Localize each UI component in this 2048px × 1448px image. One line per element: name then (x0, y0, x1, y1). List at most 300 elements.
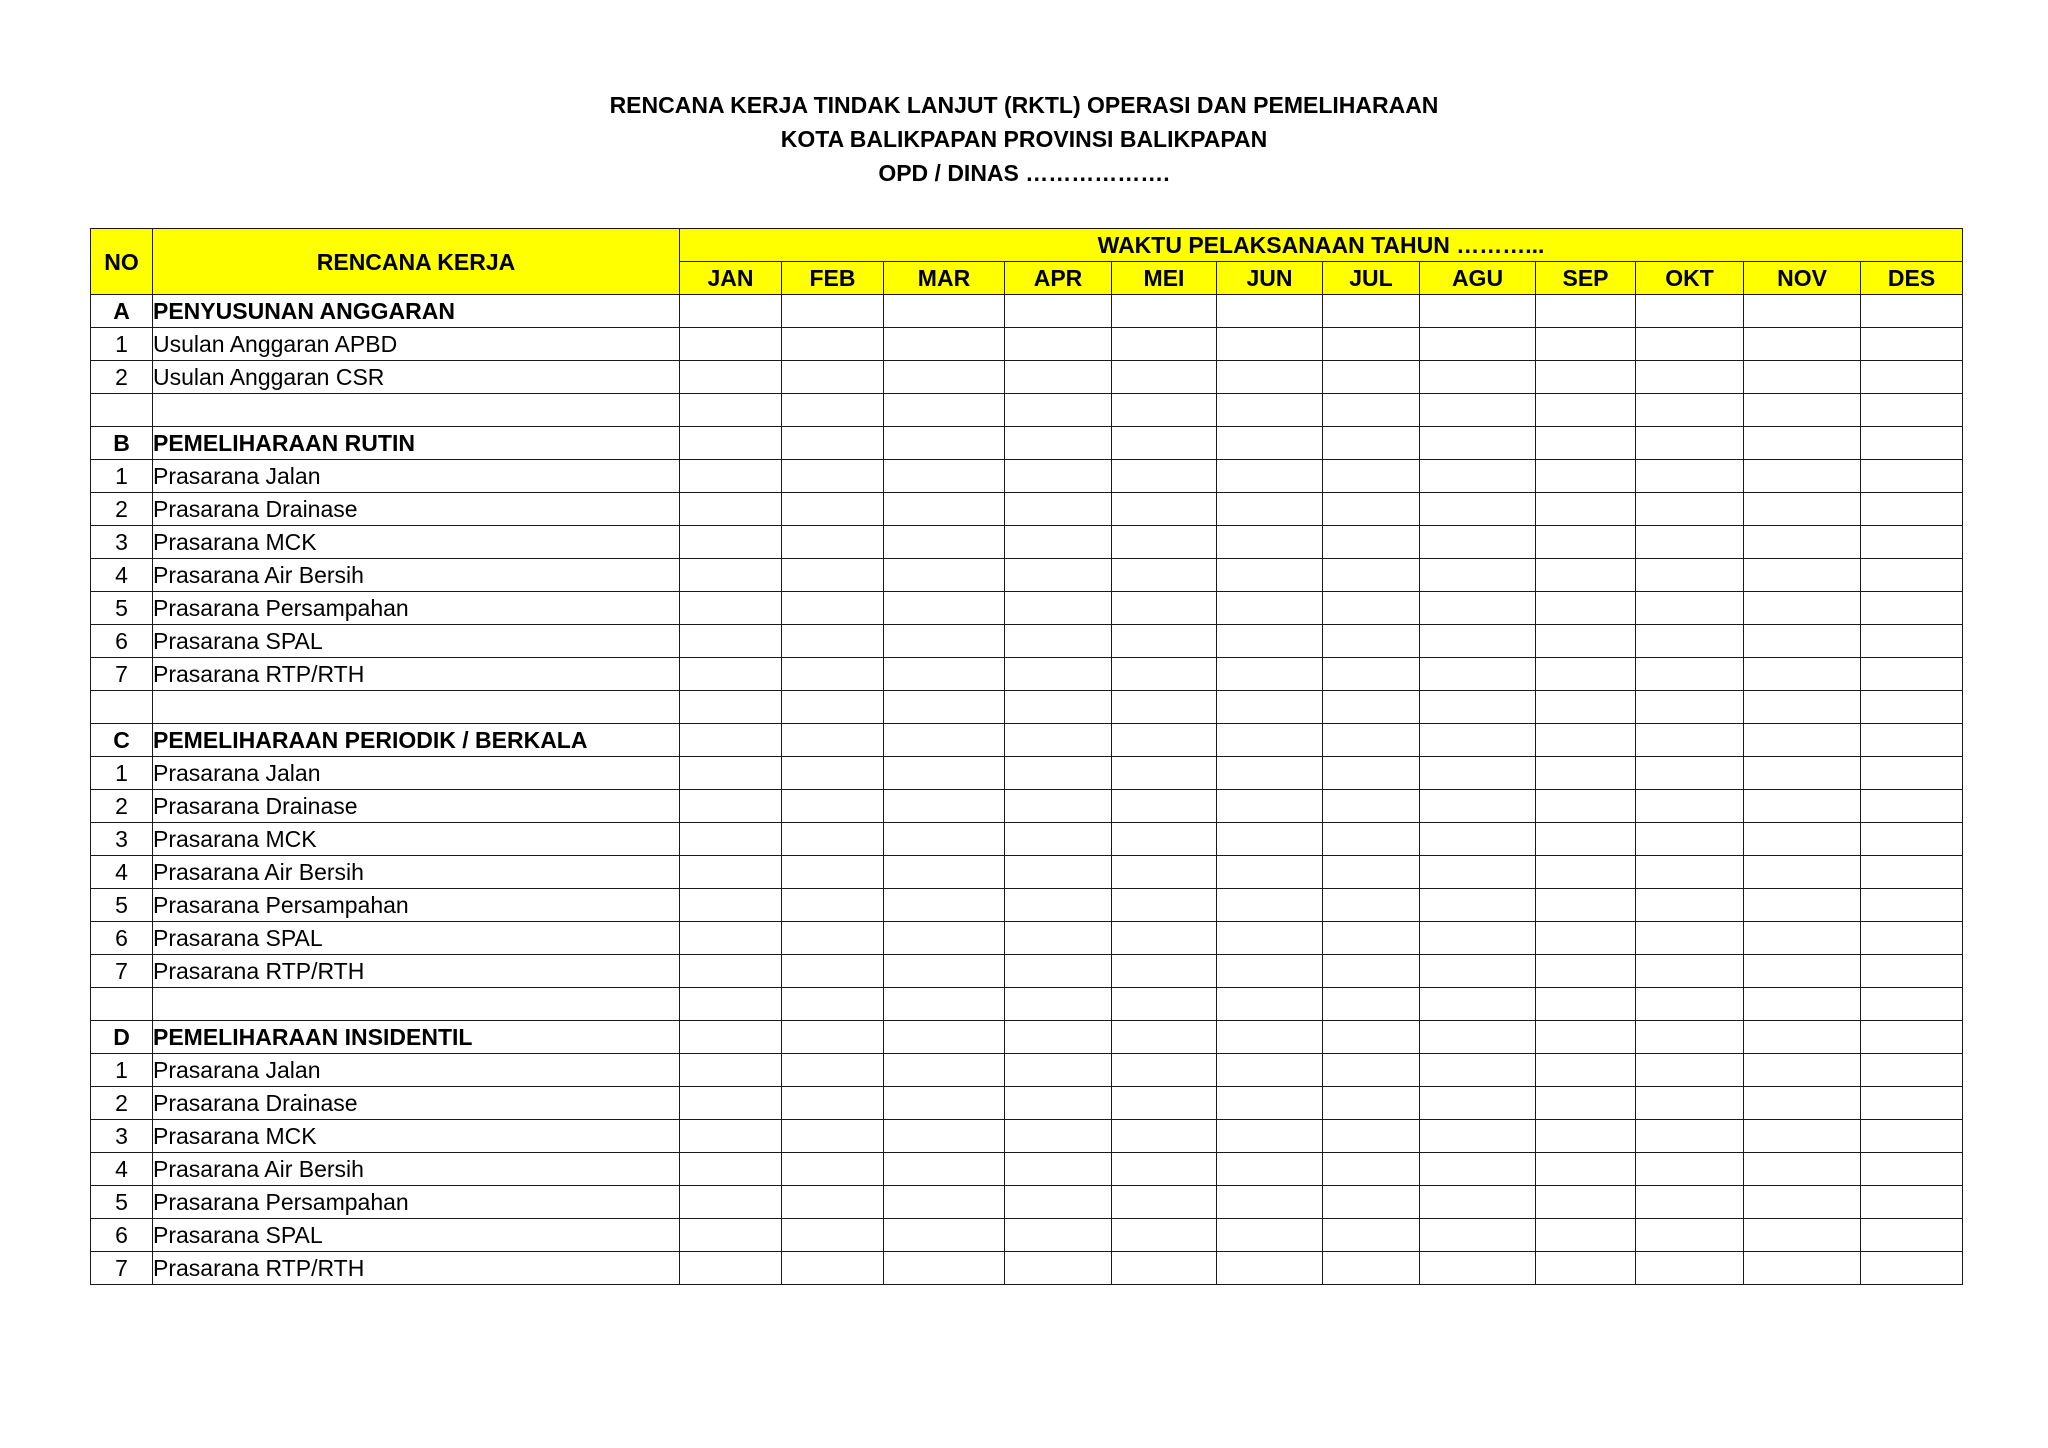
schedule-cell-mei (1112, 592, 1217, 625)
schedule-cell-sep (1536, 295, 1636, 328)
schedule-cell-mei (1112, 1120, 1217, 1153)
schedule-cell-jun (1217, 658, 1323, 691)
schedule-cell-jun (1217, 1021, 1323, 1054)
schedule-cell-jan (680, 592, 782, 625)
schedule-cell-des (1861, 427, 1963, 460)
schedule-cell-nov (1744, 922, 1861, 955)
schedule-cell-nov (1744, 427, 1861, 460)
table-row (91, 658, 1963, 691)
schedule-cell-mei (1112, 526, 1217, 559)
schedule-cell-apr (1005, 1054, 1112, 1087)
section-title-cell: PEMELIHARAAN INSIDENTIL (153, 1021, 680, 1054)
schedule-cell-jan (680, 427, 782, 460)
schedule-cell-agu (1420, 1219, 1536, 1252)
schedule-cell-mei (1112, 460, 1217, 493)
schedule-cell-jun (1217, 691, 1323, 724)
schedule-cell-jun (1217, 295, 1323, 328)
schedule-cell-nov (1744, 1219, 1861, 1252)
schedule-cell-okt (1636, 724, 1744, 757)
schedule-cell-jan (680, 460, 782, 493)
work-item-cell (153, 691, 680, 724)
schedule-cell-okt (1636, 1054, 1744, 1087)
schedule-cell-jul (1323, 757, 1420, 790)
schedule-cell-jul (1323, 1186, 1420, 1219)
schedule-cell-mar (884, 625, 1005, 658)
schedule-cell-jan (680, 790, 782, 823)
schedule-cell-nov (1744, 361, 1861, 394)
schedule-cell-jul (1323, 1021, 1420, 1054)
schedule-cell-apr (1005, 427, 1112, 460)
schedule-cell-jan (680, 1186, 782, 1219)
schedule-cell-sep (1536, 526, 1636, 559)
schedule-cell-agu (1420, 691, 1536, 724)
schedule-cell-mar (884, 295, 1005, 328)
header-month-feb: FEB (782, 262, 884, 295)
header-month-agu: AGU (1420, 262, 1536, 295)
schedule-cell-mar (884, 856, 1005, 889)
schedule-cell-jan (680, 856, 782, 889)
schedule-cell-mei (1112, 889, 1217, 922)
schedule-cell-des (1861, 526, 1963, 559)
work-item-cell: Prasarana Jalan (153, 460, 680, 493)
schedule-cell-jul (1323, 427, 1420, 460)
table-row (91, 559, 1963, 592)
schedule-cell-jan (680, 625, 782, 658)
schedule-cell-nov (1744, 691, 1861, 724)
schedule-cell-sep (1536, 592, 1636, 625)
work-item-cell: Prasarana Air Bersih (153, 856, 680, 889)
schedule-cell-okt (1636, 427, 1744, 460)
schedule-cell-jun (1217, 757, 1323, 790)
schedule-cell-jul (1323, 856, 1420, 889)
schedule-cell-mar (884, 988, 1005, 1021)
header-month-jan: JAN (680, 262, 782, 295)
schedule-cell-jul (1323, 361, 1420, 394)
schedule-cell-jul (1323, 394, 1420, 427)
table-row (91, 1219, 1963, 1252)
schedule-cell-okt (1636, 691, 1744, 724)
schedule-cell-jan (680, 922, 782, 955)
schedule-cell-jan (680, 955, 782, 988)
schedule-cell-mar (884, 658, 1005, 691)
schedule-cell-apr (1005, 658, 1112, 691)
schedule-cell-nov (1744, 955, 1861, 988)
schedule-cell-okt (1636, 493, 1744, 526)
schedule-cell-mar (884, 1054, 1005, 1087)
schedule-cell-okt (1636, 922, 1744, 955)
work-item-cell: Prasarana RTP/RTH (153, 955, 680, 988)
work-item-cell: Usulan Anggaran APBD (153, 328, 680, 361)
schedule-cell-apr (1005, 724, 1112, 757)
row-number-cell: 1 (91, 1054, 153, 1087)
row-number-cell: 4 (91, 559, 153, 592)
work-item-cell (153, 988, 680, 1021)
schedule-cell-apr (1005, 361, 1112, 394)
schedule-cell-nov (1744, 1054, 1861, 1087)
schedule-cell-okt (1636, 1021, 1744, 1054)
schedule-cell-feb (782, 394, 884, 427)
blank-row (91, 394, 1963, 427)
schedule-cell-des (1861, 691, 1963, 724)
schedule-cell-nov (1744, 625, 1861, 658)
schedule-cell-jun (1217, 823, 1323, 856)
work-item-cell: Prasarana SPAL (153, 625, 680, 658)
schedule-cell-mei (1112, 427, 1217, 460)
row-number-cell (91, 988, 153, 1021)
schedule-cell-apr (1005, 460, 1112, 493)
schedule-cell-feb (782, 724, 884, 757)
schedule-cell-apr (1005, 493, 1112, 526)
document-subtitle-agency: OPD / DINAS ………………. (878, 160, 1170, 186)
schedule-cell-jan (680, 691, 782, 724)
schedule-cell-jun (1217, 1153, 1323, 1186)
schedule-cell-sep (1536, 394, 1636, 427)
schedule-cell-jun (1217, 526, 1323, 559)
schedule-cell-okt (1636, 790, 1744, 823)
schedule-cell-okt (1636, 460, 1744, 493)
schedule-cell-des (1861, 394, 1963, 427)
schedule-cell-des (1861, 625, 1963, 658)
schedule-cell-agu (1420, 757, 1536, 790)
schedule-cell-des (1861, 1252, 1963, 1285)
schedule-cell-sep (1536, 493, 1636, 526)
schedule-cell-apr (1005, 1087, 1112, 1120)
schedule-cell-agu (1420, 559, 1536, 592)
schedule-cell-jul (1323, 922, 1420, 955)
schedule-cell-jul (1323, 724, 1420, 757)
schedule-cell-mar (884, 592, 1005, 625)
header-month-mei: MEI (1112, 262, 1217, 295)
work-item-cell: Prasarana RTP/RTH (153, 658, 680, 691)
table-row (91, 823, 1963, 856)
section-row (91, 295, 1963, 328)
header-row-top (91, 229, 1963, 262)
schedule-cell-agu (1420, 1186, 1536, 1219)
row-number-cell: 5 (91, 592, 153, 625)
row-number-cell: 2 (91, 790, 153, 823)
schedule-cell-des (1861, 757, 1963, 790)
schedule-cell-okt (1636, 1120, 1744, 1153)
schedule-cell-mar (884, 1186, 1005, 1219)
schedule-cell-apr (1005, 295, 1112, 328)
schedule-cell-mar (884, 1021, 1005, 1054)
schedule-cell-jul (1323, 625, 1420, 658)
schedule-cell-feb (782, 889, 884, 922)
schedule-cell-sep (1536, 1153, 1636, 1186)
schedule-cell-sep (1536, 427, 1636, 460)
schedule-cell-mar (884, 955, 1005, 988)
schedule-cell-sep (1536, 889, 1636, 922)
table-row (91, 361, 1963, 394)
work-item-cell (153, 394, 680, 427)
schedule-cell-jan (680, 1021, 782, 1054)
schedule-cell-des (1861, 1186, 1963, 1219)
schedule-cell-apr (1005, 592, 1112, 625)
schedule-cell-jan (680, 493, 782, 526)
schedule-cell-sep (1536, 1186, 1636, 1219)
schedule-cell-des (1861, 1120, 1963, 1153)
schedule-cell-nov (1744, 493, 1861, 526)
work-item-cell: Prasarana SPAL (153, 1219, 680, 1252)
schedule-cell-jun (1217, 724, 1323, 757)
schedule-cell-feb (782, 427, 884, 460)
schedule-cell-okt (1636, 988, 1744, 1021)
schedule-cell-des (1861, 658, 1963, 691)
schedule-cell-jul (1323, 328, 1420, 361)
schedule-cell-jul (1323, 526, 1420, 559)
schedule-cell-des (1861, 1219, 1963, 1252)
schedule-cell-mar (884, 889, 1005, 922)
schedule-cell-jan (680, 1120, 782, 1153)
header-month-jun: JUN (1217, 262, 1323, 295)
schedule-cell-jul (1323, 691, 1420, 724)
schedule-cell-sep (1536, 328, 1636, 361)
table-row (91, 856, 1963, 889)
schedule-cell-feb (782, 1186, 884, 1219)
schedule-cell-nov (1744, 559, 1861, 592)
schedule-cell-mei (1112, 361, 1217, 394)
work-item-cell: Usulan Anggaran CSR (153, 361, 680, 394)
work-item-cell: Prasarana Air Bersih (153, 1153, 680, 1186)
schedule-cell-jul (1323, 889, 1420, 922)
schedule-cell-feb (782, 856, 884, 889)
schedule-cell-apr (1005, 328, 1112, 361)
row-number-cell: 3 (91, 1120, 153, 1153)
header-no: NO (91, 229, 153, 295)
schedule-cell-feb (782, 1087, 884, 1120)
schedule-cell-mei (1112, 988, 1217, 1021)
schedule-cell-agu (1420, 295, 1536, 328)
row-number-cell: 6 (91, 922, 153, 955)
schedule-cell-agu (1420, 856, 1536, 889)
schedule-cell-des (1861, 460, 1963, 493)
schedule-cell-sep (1536, 1120, 1636, 1153)
work-item-cell: Prasarana Drainase (153, 790, 680, 823)
schedule-cell-des (1861, 559, 1963, 592)
schedule-cell-jan (680, 1153, 782, 1186)
schedule-cell-mar (884, 1219, 1005, 1252)
schedule-cell-mar (884, 823, 1005, 856)
row-number-cell: 2 (91, 1087, 153, 1120)
schedule-cell-feb (782, 361, 884, 394)
row-number-cell: 4 (91, 856, 153, 889)
work-item-cell: Prasarana Persampahan (153, 592, 680, 625)
table-row (91, 625, 1963, 658)
schedule-cell-jan (680, 658, 782, 691)
row-number-cell: 6 (91, 1219, 153, 1252)
schedule-cell-sep (1536, 1054, 1636, 1087)
schedule-cell-mar (884, 790, 1005, 823)
schedule-cell-jun (1217, 1054, 1323, 1087)
schedule-cell-agu (1420, 790, 1536, 823)
schedule-cell-agu (1420, 724, 1536, 757)
schedule-cell-nov (1744, 1021, 1861, 1054)
schedule-cell-feb (782, 691, 884, 724)
schedule-cell-agu (1420, 1120, 1536, 1153)
schedule-cell-apr (1005, 1219, 1112, 1252)
schedule-cell-feb (782, 559, 884, 592)
schedule-cell-jun (1217, 1087, 1323, 1120)
schedule-cell-mei (1112, 691, 1217, 724)
schedule-cell-mar (884, 922, 1005, 955)
schedule-cell-mar (884, 427, 1005, 460)
schedule-cell-mei (1112, 1153, 1217, 1186)
blank-row (91, 988, 1963, 1021)
schedule-cell-agu (1420, 394, 1536, 427)
schedule-cell-nov (1744, 1087, 1861, 1120)
row-number-cell: 7 (91, 955, 153, 988)
schedule-cell-jan (680, 757, 782, 790)
schedule-cell-jan (680, 988, 782, 1021)
schedule-cell-jul (1323, 460, 1420, 493)
schedule-cell-okt (1636, 1087, 1744, 1120)
schedule-cell-nov (1744, 1120, 1861, 1153)
schedule-cell-sep (1536, 1252, 1636, 1285)
schedule-cell-agu (1420, 493, 1536, 526)
section-title-cell: PEMELIHARAAN RUTIN (153, 427, 680, 460)
schedule-cell-des (1861, 1021, 1963, 1054)
schedule-cell-apr (1005, 856, 1112, 889)
schedule-cell-nov (1744, 790, 1861, 823)
row-number-cell (91, 691, 153, 724)
work-item-cell: Prasarana Air Bersih (153, 559, 680, 592)
schedule-cell-apr (1005, 394, 1112, 427)
schedule-cell-des (1861, 922, 1963, 955)
schedule-cell-des (1861, 361, 1963, 394)
section-row (91, 427, 1963, 460)
schedule-cell-jun (1217, 790, 1323, 823)
row-number-cell: 5 (91, 889, 153, 922)
schedule-cell-jun (1217, 361, 1323, 394)
schedule-cell-jan (680, 361, 782, 394)
schedule-cell-jul (1323, 559, 1420, 592)
row-number-cell: 2 (91, 361, 153, 394)
row-number-cell: 7 (91, 658, 153, 691)
schedule-cell-jun (1217, 922, 1323, 955)
header-month-okt: OKT (1636, 262, 1744, 295)
table-header (91, 229, 1963, 295)
schedule-cell-des (1861, 955, 1963, 988)
schedule-cell-mar (884, 724, 1005, 757)
header-month-des: DES (1861, 262, 1963, 295)
table-row (91, 460, 1963, 493)
table-row (91, 526, 1963, 559)
schedule-cell-sep (1536, 856, 1636, 889)
schedule-cell-apr (1005, 1252, 1112, 1285)
header-work-plan: RENCANA KERJA (153, 229, 680, 295)
work-item-cell: Prasarana MCK (153, 526, 680, 559)
table-body (91, 295, 1963, 1285)
schedule-cell-jan (680, 1219, 782, 1252)
row-number-cell: C (91, 724, 153, 757)
blank-row (91, 691, 1963, 724)
schedule-cell-agu (1420, 625, 1536, 658)
row-number-cell: 4 (91, 1153, 153, 1186)
schedule-cell-mei (1112, 1219, 1217, 1252)
schedule-cell-mei (1112, 625, 1217, 658)
schedule-cell-nov (1744, 757, 1861, 790)
schedule-cell-mei (1112, 1252, 1217, 1285)
schedule-cell-mei (1112, 955, 1217, 988)
schedule-cell-nov (1744, 1186, 1861, 1219)
schedule-cell-jan (680, 295, 782, 328)
schedule-cell-mar (884, 526, 1005, 559)
schedule-cell-nov (1744, 658, 1861, 691)
schedule-cell-mar (884, 328, 1005, 361)
row-number-cell: B (91, 427, 153, 460)
schedule-cell-okt (1636, 823, 1744, 856)
row-number-cell: A (91, 295, 153, 328)
work-item-cell: Prasarana Jalan (153, 757, 680, 790)
row-number-cell (91, 394, 153, 427)
header-implementation-time: WAKTU PELAKSANAAN TAHUN ………... (680, 229, 1963, 262)
schedule-cell-mar (884, 1087, 1005, 1120)
section-row (91, 724, 1963, 757)
schedule-cell-nov (1744, 823, 1861, 856)
schedule-cell-mei (1112, 328, 1217, 361)
schedule-cell-sep (1536, 724, 1636, 757)
schedule-cell-feb (782, 1252, 884, 1285)
schedule-cell-nov (1744, 724, 1861, 757)
schedule-cell-mar (884, 1120, 1005, 1153)
schedule-cell-mei (1112, 1087, 1217, 1120)
schedule-cell-jun (1217, 889, 1323, 922)
schedule-cell-agu (1420, 988, 1536, 1021)
schedule-cell-des (1861, 1153, 1963, 1186)
schedule-cell-agu (1420, 889, 1536, 922)
schedule-cell-mar (884, 394, 1005, 427)
schedule-cell-apr (1005, 922, 1112, 955)
schedule-cell-feb (782, 1054, 884, 1087)
schedule-cell-apr (1005, 1186, 1112, 1219)
schedule-cell-des (1861, 823, 1963, 856)
schedule-cell-mei (1112, 724, 1217, 757)
table-row (91, 1186, 1963, 1219)
schedule-cell-mar (884, 757, 1005, 790)
schedule-cell-apr (1005, 955, 1112, 988)
schedule-cell-jun (1217, 1186, 1323, 1219)
work-item-cell: Prasarana MCK (153, 823, 680, 856)
schedule-cell-apr (1005, 988, 1112, 1021)
schedule-cell-agu (1420, 823, 1536, 856)
table-row (91, 1120, 1963, 1153)
schedule-cell-jun (1217, 394, 1323, 427)
schedule-cell-apr (1005, 625, 1112, 658)
work-item-cell: Prasarana Drainase (153, 493, 680, 526)
schedule-cell-mei (1112, 493, 1217, 526)
schedule-cell-agu (1420, 592, 1536, 625)
schedule-cell-feb (782, 988, 884, 1021)
row-number-cell: 6 (91, 625, 153, 658)
schedule-cell-feb (782, 328, 884, 361)
schedule-cell-jan (680, 394, 782, 427)
schedule-cell-des (1861, 1054, 1963, 1087)
schedule-cell-mar (884, 493, 1005, 526)
schedule-cell-sep (1536, 1021, 1636, 1054)
schedule-cell-feb (782, 1219, 884, 1252)
schedule-cell-okt (1636, 1252, 1744, 1285)
schedule-cell-jun (1217, 559, 1323, 592)
schedule-cell-mei (1112, 823, 1217, 856)
work-item-cell: Prasarana SPAL (153, 922, 680, 955)
table-row (91, 1087, 1963, 1120)
schedule-cell-nov (1744, 328, 1861, 361)
row-number-cell: 3 (91, 526, 153, 559)
schedule-cell-jun (1217, 1120, 1323, 1153)
schedule-cell-nov (1744, 856, 1861, 889)
schedule-cell-jun (1217, 955, 1323, 988)
schedule-cell-jan (680, 1087, 782, 1120)
